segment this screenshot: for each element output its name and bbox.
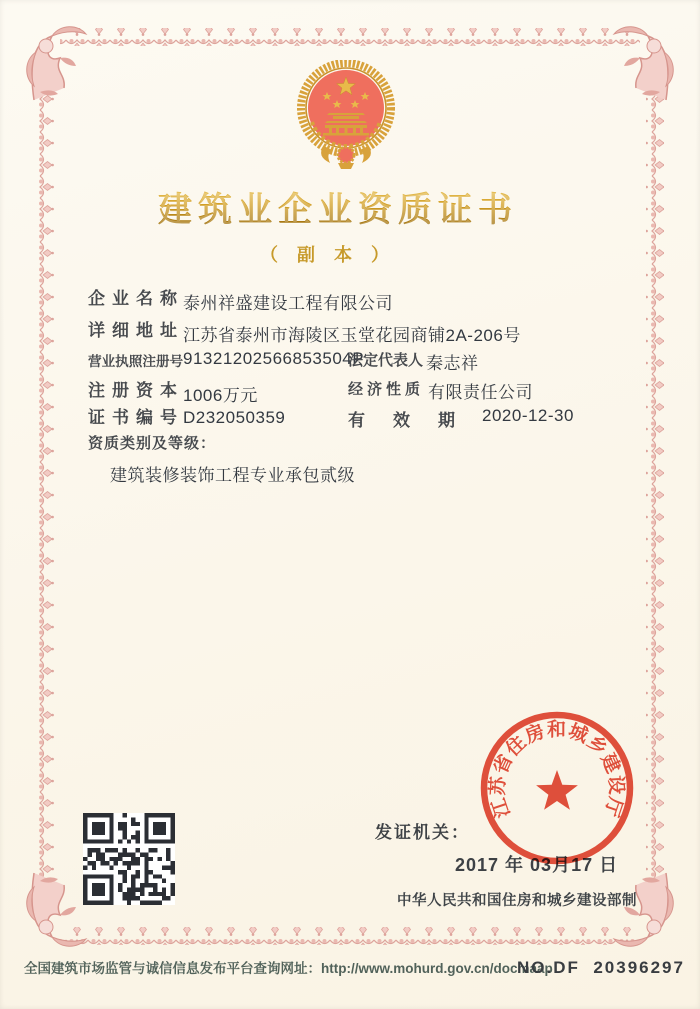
certificate-number-label: 证书编号 xyxy=(88,408,184,427)
economic-nature-value: 有限责任公司 xyxy=(428,383,533,402)
company-name-label: 企业名称 xyxy=(88,289,184,308)
registered-capital-label: 注册资本 xyxy=(88,381,184,400)
verification-qr-code xyxy=(83,813,175,905)
footer-serial-number: NO.DF 20396297 xyxy=(517,958,685,977)
business-license-label: 营业执照注册号 xyxy=(88,354,184,369)
certificate-number-value: D232050359 xyxy=(183,408,286,427)
business-license-value: 91321202566853504P xyxy=(183,349,365,368)
seal-text: 江苏省住房和城乡建设厅 xyxy=(487,719,627,821)
field-row-qualification-label xyxy=(88,432,216,453)
legal-representative-label: 法定代表人 xyxy=(348,352,424,369)
issuing-authority-label: 发证机关： xyxy=(375,823,470,842)
validity-value: 2020-12-30 xyxy=(482,406,574,425)
footer-query-url: 全国建筑市场监管与诚信信息发布平台查询网址：http://www.mohurd.gov.cn/docmaap xyxy=(24,961,553,976)
validity-label: 有效期 xyxy=(348,411,483,430)
ministry-printer-note: 中华人民共和国住房和城乡建设部制 xyxy=(397,893,637,909)
economic-nature-label: 经济性质 xyxy=(348,381,425,398)
certificate-title: 建筑业企业资质证书 xyxy=(0,182,676,231)
field-row-capital xyxy=(88,376,533,406)
address-value: 江苏省泰州市海陵区玉堂花园商铺2A-206号 xyxy=(183,326,521,345)
company-name-value: 泰州祥盛建设工程有限公司 xyxy=(183,294,393,313)
national-emblem-icon xyxy=(296,60,396,170)
field-row-company xyxy=(88,284,393,314)
registered-capital-value: 1006万元 xyxy=(183,386,258,405)
field-row-license xyxy=(88,347,479,374)
certificate-subtitle: （ 副 本 ） xyxy=(259,245,396,265)
qualification-category-value: 建筑装修装饰工程专业承包贰级 xyxy=(110,466,355,485)
official-red-seal xyxy=(475,706,639,870)
field-row-certificate-number xyxy=(88,403,574,431)
legal-representative-value: 秦志祥 xyxy=(426,354,479,373)
field-row-address xyxy=(88,316,521,346)
seal-star-icon xyxy=(536,770,578,810)
issue-date: 2017 年 03月17 日 xyxy=(455,855,619,875)
address-label: 详细地址 xyxy=(88,321,184,340)
field-row-qualification-value xyxy=(110,461,355,486)
qualification-category-label: 资质类别及等级： xyxy=(88,435,217,452)
